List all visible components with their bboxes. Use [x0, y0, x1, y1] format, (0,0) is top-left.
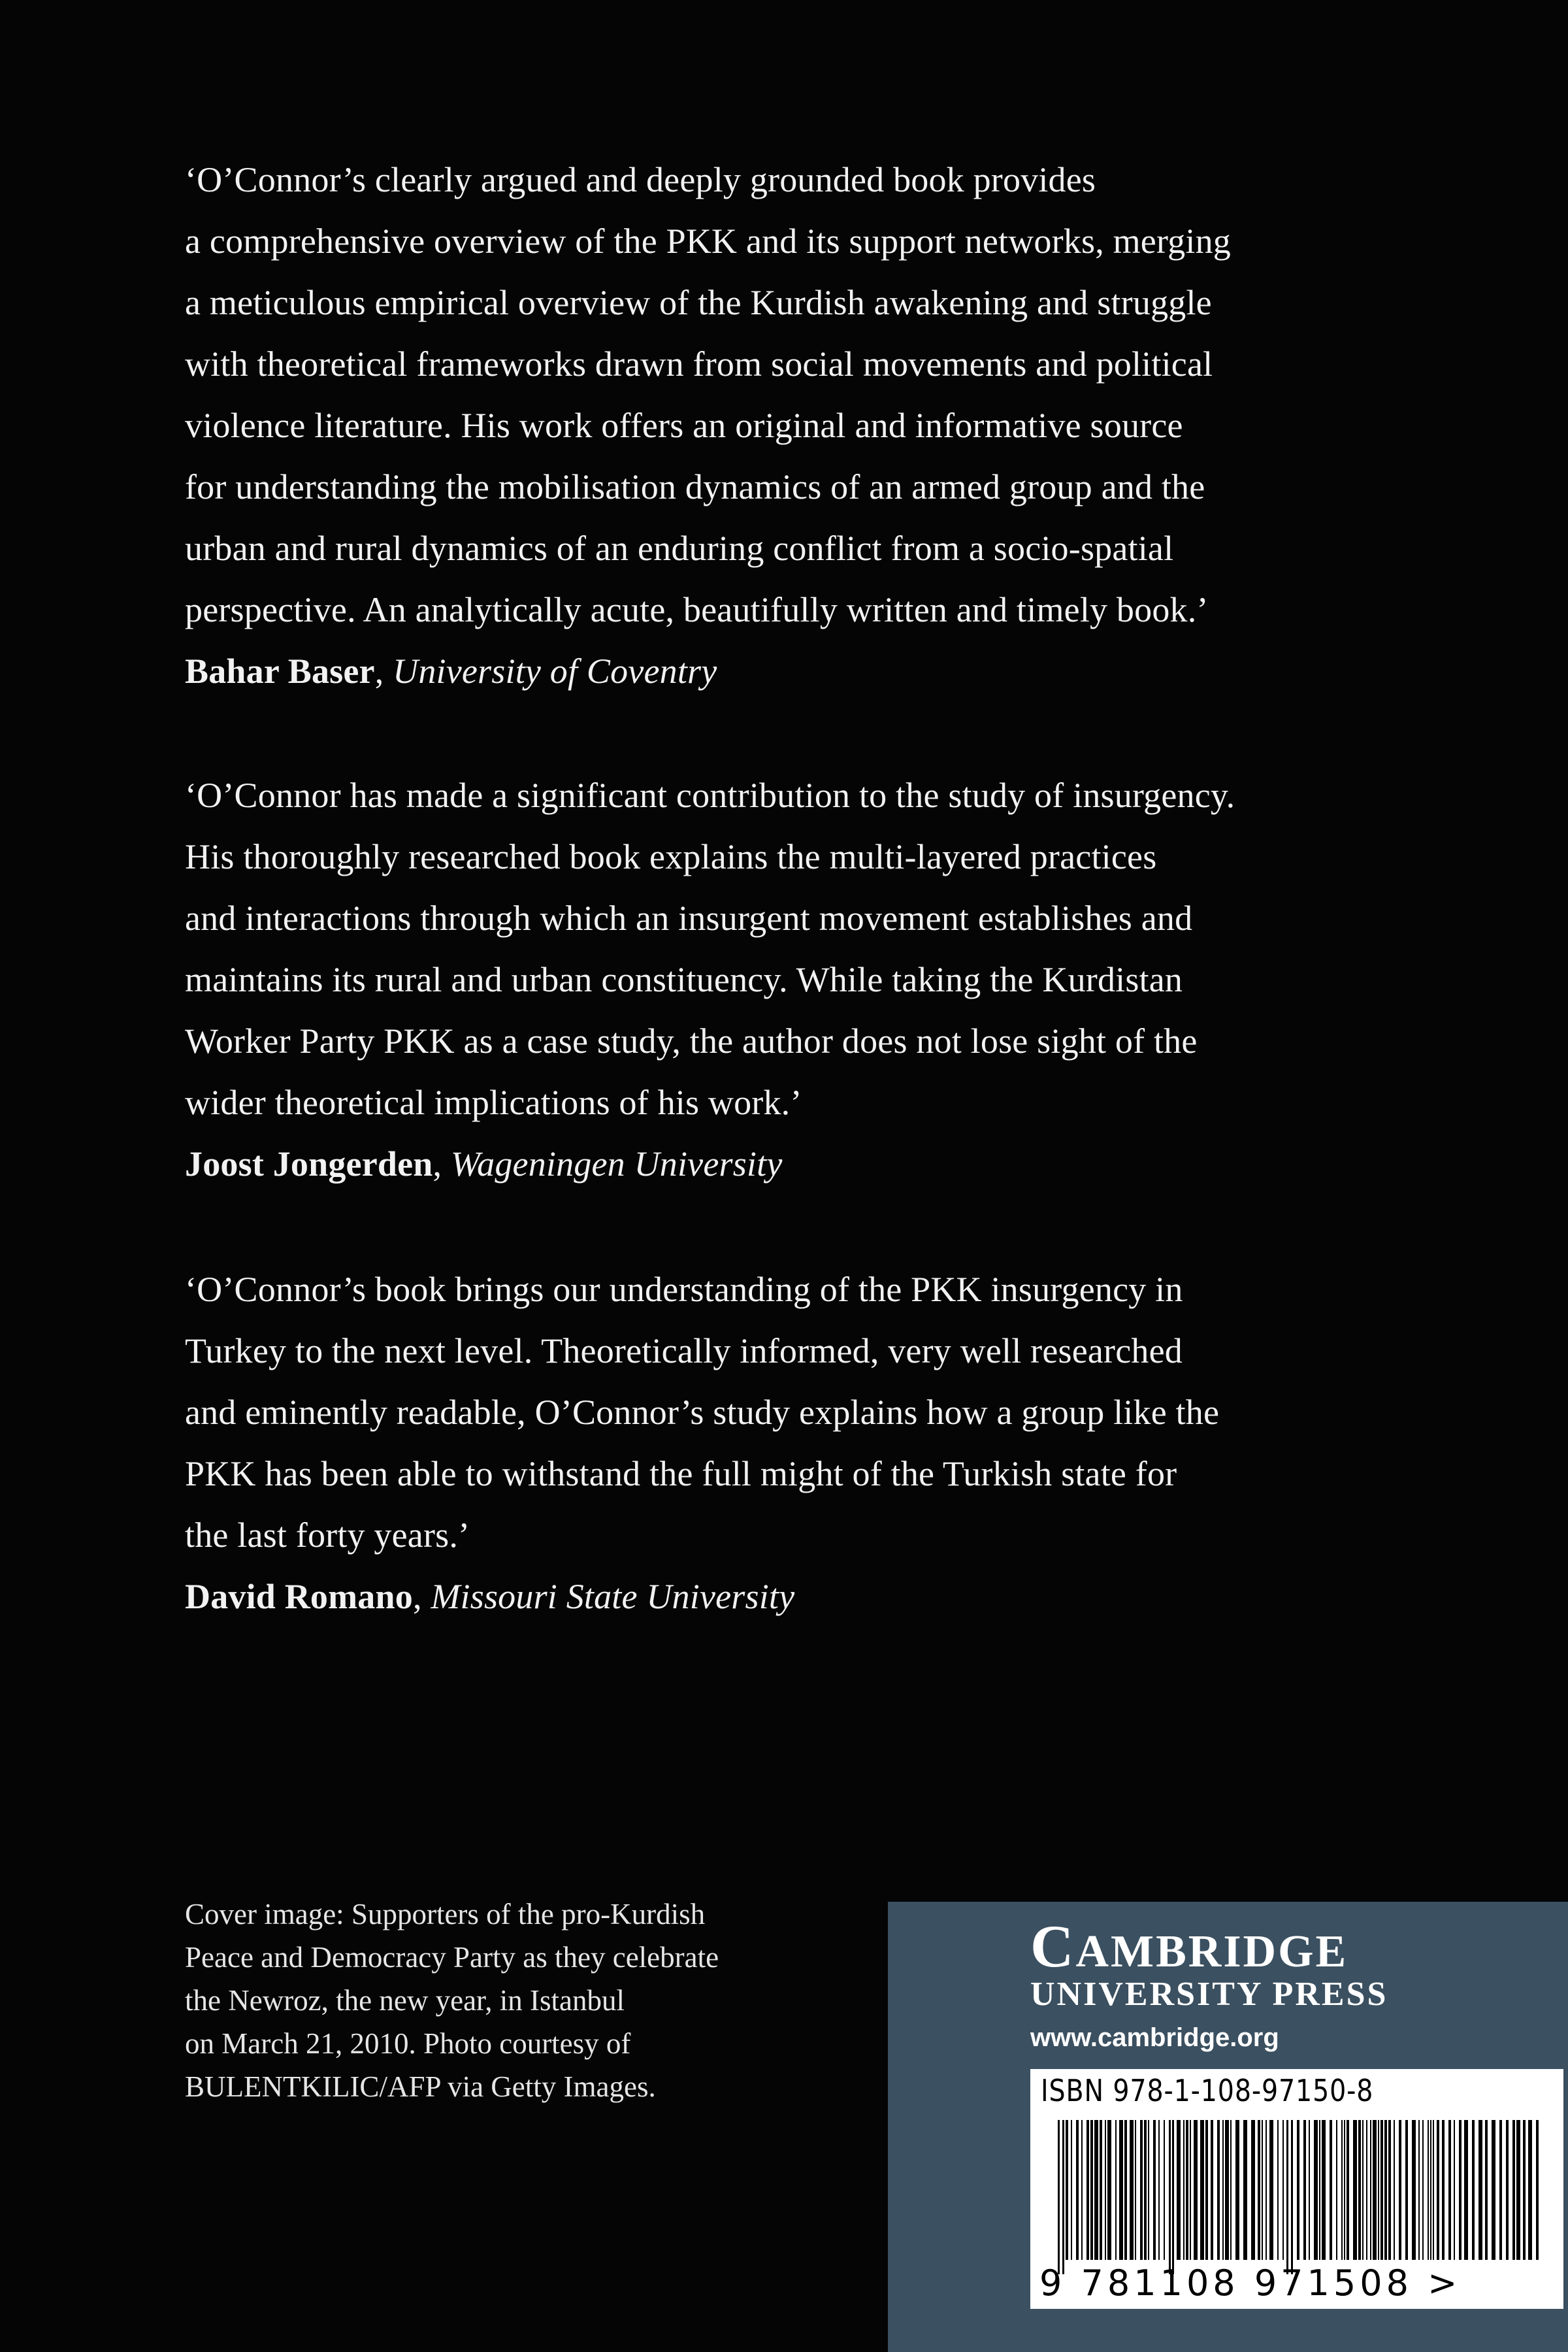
barcode-bar	[1394, 2120, 1395, 2260]
barcode-bar	[1344, 2120, 1345, 2260]
barcode-bar	[1235, 2120, 1239, 2260]
barcode-bar	[1384, 2120, 1387, 2260]
endorsement-2	[185, 765, 1394, 1195]
barcode-bar	[1366, 2120, 1367, 2260]
endorsement-3	[185, 1259, 1394, 1627]
barcode-bar	[1512, 2120, 1515, 2260]
barcode-bar	[1303, 2120, 1306, 2260]
quote-line: urban and rural dynamics of an enduring conflict from a socio-spatial	[185, 529, 1174, 568]
barcode-bar	[1492, 2120, 1495, 2260]
barcode-bar	[1130, 2120, 1134, 2260]
quote-line: perspective. An analytically acute, beautifully written and timely book.’	[185, 590, 1209, 629]
quote-line: Worker Party PKK as a case study, the author does not lose sight of the	[185, 1021, 1198, 1061]
publisher-url: www.cambridge.org	[1030, 2023, 1279, 2052]
barcode-bar	[1516, 2120, 1520, 2260]
barcode-bar	[1428, 2120, 1429, 2260]
barcode-bar	[1062, 2120, 1064, 2274]
barcode-bar	[1158, 2120, 1160, 2260]
barcode-bar	[1437, 2120, 1439, 2260]
endorsement-1	[185, 149, 1394, 702]
barcode-bar	[1169, 2120, 1171, 2274]
barcode-bar	[1286, 2120, 1288, 2274]
barcode-bar	[1200, 2120, 1204, 2260]
credit-line: Cover image: Supporters of the pro-Kurdish	[185, 1898, 706, 1930]
credit-line: Peace and Democracy Party as they celebrate	[185, 1941, 719, 1974]
barcode-bar	[1405, 2120, 1408, 2260]
barcode-bar	[1135, 2120, 1136, 2260]
barcode-bar	[1119, 2120, 1123, 2260]
barcode-bar	[1297, 2120, 1299, 2260]
barcode-bar	[1266, 2120, 1267, 2260]
barcode-bar	[1194, 2120, 1198, 2260]
barcode-bar	[1523, 2120, 1526, 2260]
quote-line: ‘O’Connor’s book brings our understanding of the PKK insurgency in	[185, 1270, 1183, 1309]
barcode-bar	[1076, 2120, 1079, 2260]
author-affiliation: Missouri State University	[431, 1577, 795, 1616]
quote-line: maintains its rural and urban constituency. While taking the Kurdistan	[185, 960, 1183, 999]
barcode-bar	[1222, 2120, 1224, 2260]
barcode-bar	[1341, 2120, 1343, 2260]
barcode-bar	[1205, 2120, 1208, 2260]
barcode-bar	[1058, 2120, 1060, 2274]
author-affiliation: University of Coventry	[393, 652, 717, 691]
attribution: Joost Jongerden, Wageningen University	[185, 1144, 783, 1184]
barcode-bar	[1291, 2120, 1293, 2274]
barcode-bar	[1066, 2120, 1068, 2260]
quote-line: a comprehensive overview of the PKK and its support networks, merging	[185, 222, 1231, 261]
barcode-bar	[1172, 2120, 1174, 2274]
author-name: Bahar Baser	[185, 652, 375, 691]
barcode-bar	[1536, 2120, 1539, 2260]
barcode-bar	[1506, 2120, 1509, 2260]
barcode-bar	[1309, 2120, 1310, 2260]
barcode-bar	[1217, 2120, 1220, 2260]
barcode-bar	[1258, 2120, 1260, 2260]
barcode-bar	[1100, 2120, 1102, 2260]
barcode-bar	[1422, 2120, 1424, 2260]
attribution: David Romano, Missouri State University	[185, 1577, 795, 1616]
barcode-bar	[1177, 2120, 1181, 2260]
quote-line: a meticulous empirical overview of the Kurdish awakening and struggle	[185, 283, 1212, 322]
barcode-bar	[1442, 2120, 1445, 2260]
quote-line: violence literature. His work offers an original and informative source	[185, 406, 1183, 445]
quote-line: and interactions through which an insurgent movement establishes and	[185, 899, 1193, 938]
barcode-bar	[1322, 2120, 1326, 2260]
barcode-bar	[1183, 2120, 1184, 2260]
credit-line: on March 21, 2010. Photo courtesy of	[185, 2027, 631, 2060]
barcode-bar	[1412, 2120, 1416, 2260]
barcode-digits: 9 781108 971508 >	[1039, 2262, 1462, 2304]
barcode-bar	[1153, 2120, 1156, 2260]
quote-line: with theoretical frameworks drawn from social movements and political	[185, 344, 1213, 384]
barcode-box	[1030, 2069, 1563, 2309]
publisher-name: CAMBRIDGE	[1030, 1913, 1348, 1979]
barcode-bar	[1086, 2120, 1089, 2260]
barcode-bar	[1094, 2120, 1098, 2260]
quote-line: the last forty years.’	[185, 1516, 470, 1555]
barcode-bar	[1347, 2120, 1349, 2260]
barcode-bar	[1353, 2120, 1357, 2260]
barcode-bar	[1269, 2120, 1273, 2260]
quote-line: ‘O’Connor has made a significant contribution to the study of insurgency.	[185, 776, 1235, 815]
barcode-bar	[1485, 2120, 1488, 2260]
barcode-bar	[1418, 2120, 1420, 2260]
barcode-bar	[1243, 2120, 1247, 2260]
barcode-bar	[1330, 2120, 1332, 2260]
barcode-bar	[1105, 2120, 1106, 2260]
barcode-bar	[1186, 2120, 1188, 2260]
barcode-bar	[1277, 2120, 1279, 2260]
quote-line: and eminently readable, O’Connor’s study explains how a group like the	[185, 1393, 1220, 1432]
author-name: Joost Jongerden	[185, 1144, 433, 1184]
barcode-bar	[1373, 2120, 1377, 2260]
credit-line: the Newroz, the new year, in Istanbul	[185, 1984, 625, 2017]
publisher-panel	[888, 1902, 1568, 2352]
barcode-bar	[1499, 2120, 1502, 2260]
author-name: David Romano	[185, 1577, 413, 1616]
barcode-bar	[1251, 2120, 1255, 2260]
barcode-bar	[1454, 2120, 1455, 2260]
quote-line: Turkey to the next level. Theoretically informed, very well researched	[185, 1331, 1183, 1370]
barcode-bar	[1478, 2120, 1482, 2260]
barcode-bar	[1262, 2120, 1263, 2260]
barcode-bar	[1211, 2120, 1213, 2260]
barcode-bar	[1378, 2120, 1379, 2260]
quote-line: wider theoretical implications of his work.’	[185, 1083, 802, 1122]
barcode-bar	[1370, 2120, 1371, 2260]
barcode-bar	[1336, 2120, 1337, 2260]
barcode-bar	[1164, 2120, 1165, 2260]
barcode-bar	[1081, 2120, 1083, 2260]
barcode-bar	[1090, 2120, 1093, 2260]
barcode-bar	[1230, 2120, 1232, 2260]
isbn-label: ISBN 978-1-108-97150-8	[1041, 2073, 1374, 2108]
barcode-bar	[1190, 2120, 1191, 2260]
barcode-bar	[1464, 2120, 1468, 2260]
barcode-bar	[1459, 2120, 1462, 2260]
barcode-bar	[1314, 2120, 1318, 2260]
barcode-bar	[1380, 2120, 1383, 2260]
barcode-bar	[1528, 2120, 1532, 2260]
barcode-bar	[1144, 2120, 1147, 2260]
barcode-bar	[1148, 2120, 1149, 2260]
barcode-bar	[1362, 2120, 1364, 2260]
publisher-subtitle: UNIVERSITY PRESS	[1030, 1976, 1388, 2013]
barcode-bar	[1388, 2120, 1391, 2260]
barcode-bar	[1448, 2120, 1451, 2260]
barcode-bar	[1225, 2120, 1229, 2260]
quote-line: PKK has been able to withstand the full might of the Turkish state for	[185, 1454, 1177, 1493]
barcode-bar	[1319, 2120, 1320, 2260]
quote-line: His thoroughly researched book explains the multi-layered practices	[185, 837, 1157, 876]
attribution: Bahar Baser, University of Coventry	[185, 652, 717, 691]
credit-line: BULENTKILIC/AFP via Getty Images.	[185, 2070, 656, 2103]
barcode-bar	[1107, 2120, 1111, 2260]
barcode-bar	[1433, 2120, 1434, 2260]
barcode-bar	[1358, 2120, 1361, 2260]
cover-image-credit	[185, 1893, 838, 2108]
barcode-bar	[1071, 2120, 1072, 2260]
barcode-bar	[1124, 2120, 1127, 2260]
barcode-bar	[1430, 2120, 1431, 2260]
quote-line: for understanding the mobilisation dynamics of an armed group and the	[185, 467, 1205, 506]
barcode-bar	[1472, 2120, 1475, 2260]
barcode-bar	[1282, 2120, 1284, 2260]
barcode-bar	[1140, 2120, 1143, 2260]
barcode-bar	[1115, 2120, 1117, 2260]
author-affiliation: Wageningen University	[450, 1144, 783, 1184]
barcode-bar	[1399, 2120, 1401, 2260]
quote-line: ‘O’Connor’s clearly argued and deeply grounded book provides	[185, 160, 1096, 199]
